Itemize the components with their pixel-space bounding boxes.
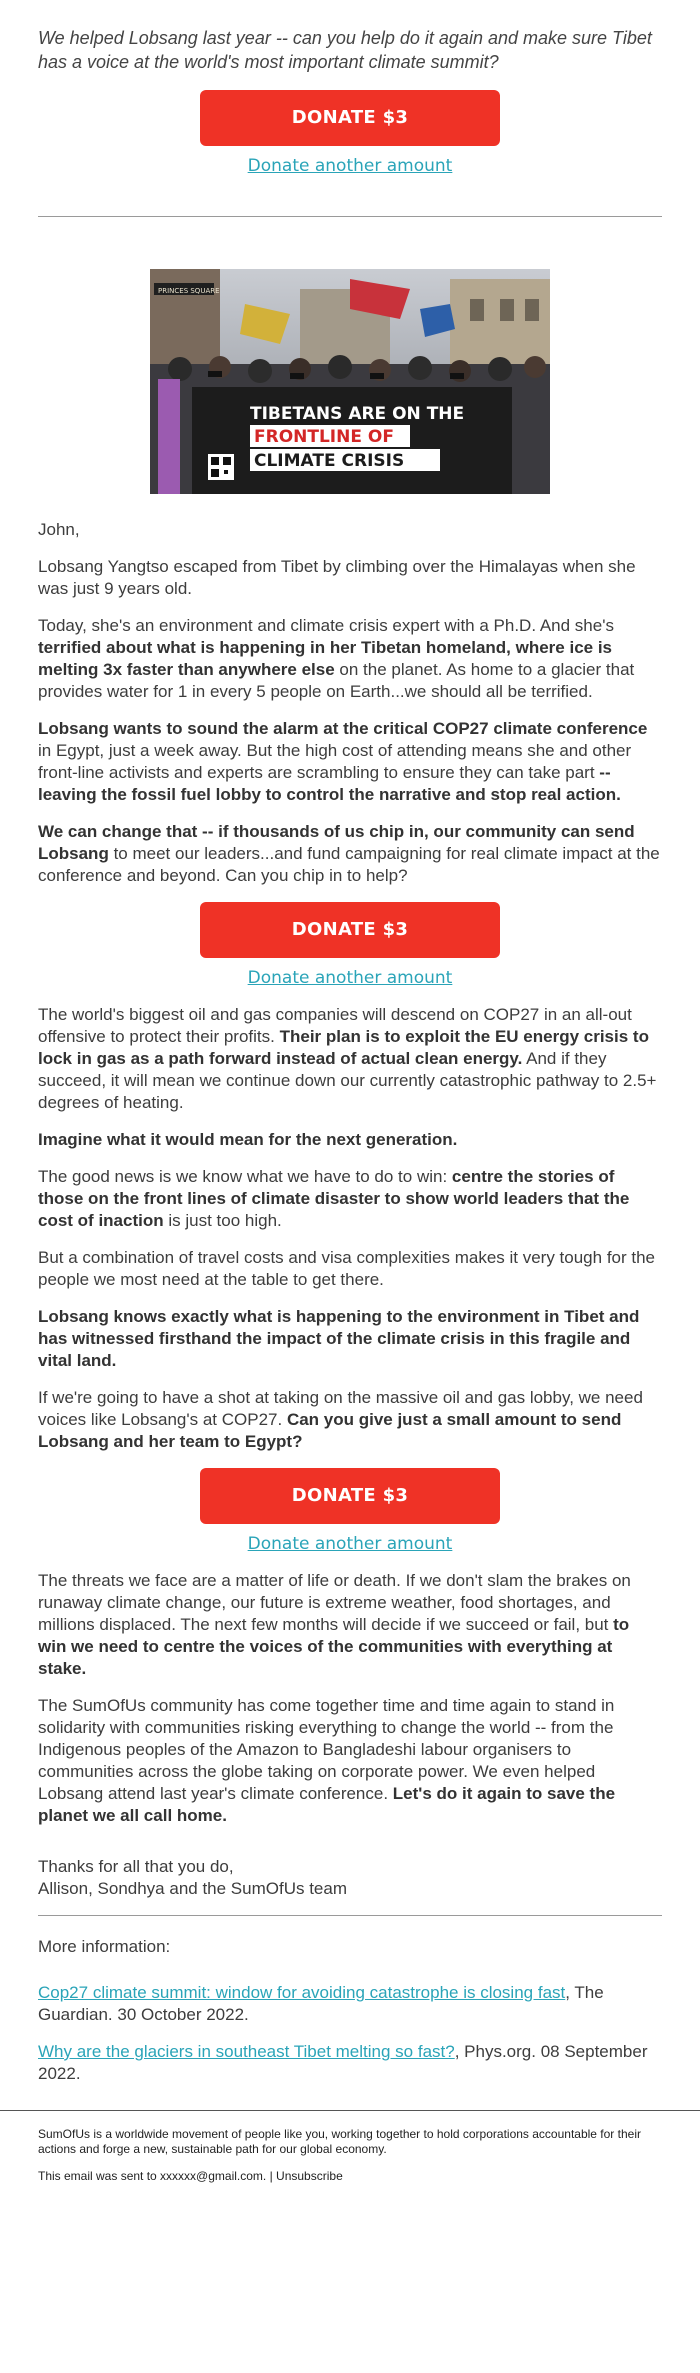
paragraph-5: The world's biggest oil and gas companies will descend on COP27 in an all-out offensive to protect their profits. Their plan is to exploit the EU energy crisis to lock in gas as a path forward instead of actual clean energy. And if they succeed, it will mean we continue down our currently catastrophic pathway to 2.5+ degrees of heating. (38, 1005, 657, 1112)
photo-section (0, 269, 700, 499)
paragraph-11: The threats we face are a matter of life or death. If we don't slam the brakes on runaway climate change, our future is extreme weather, food shortages, and millions displaced. The next few months will decide if we succeed or fail, but to win we need to centre the voices of the communities with everything at stake. (38, 1571, 631, 1678)
reference-2-link[interactable]: Why are the glaciers in southeast Tibet melting so fast? (38, 2042, 455, 2061)
donate-block-middle (0, 902, 700, 988)
protest-photo (150, 269, 550, 494)
banner-line-1: TIBETANS ARE ON THE (250, 404, 465, 424)
paragraph-2: Today, she's an environment and climate crisis expert with a Ph.D. And she's terrified about what is happening in her Tibetan homeland, where ice is melting 3x faster than anywhere else on the planet. As home to a glacier that provides water for 1 in every 5 people on Earth...we should all be terrified. (38, 616, 635, 701)
intro-text: We helped Lobsang last year -- can you help do it again and make sure Tibet has a voice at the world's most important climate summit? (38, 28, 652, 72)
letter-body-3 (0, 1570, 700, 1900)
paragraph-1: Lobsang Yangtso escaped from Tibet by climbing over the Himalayas when she was just 9 years old. (38, 557, 636, 598)
letter-body-2 (0, 1004, 700, 1453)
divider (38, 1915, 662, 1916)
paragraph-10: If we're going to have a shot at taking on the massive oil and gas lobby, we need voices like Lobsang's at COP27. Can you give just a small amount to send Lobsang and her team to Egypt? (38, 1388, 643, 1451)
unsubscribe-link[interactable]: Unsubscribe (276, 2169, 343, 2183)
reference-1-link[interactable]: Cop27 climate summit: window for avoiding catastrophe is closing fast (38, 1983, 566, 2002)
banner-line-3: CLIMATE CRISIS (254, 451, 405, 471)
email-page (0, 26, 700, 2214)
donate-button[interactable]: DONATE $3 (200, 1468, 500, 1524)
more-info-section (0, 1936, 700, 2085)
more-info-heading: More information: (38, 1937, 171, 1956)
recipient-email: xxxxxx@gmail.com (160, 2169, 263, 2183)
donate-block-top (0, 90, 700, 176)
donate-another-amount-link[interactable]: Donate another amount (247, 968, 453, 988)
letter-body (0, 519, 700, 887)
signoff-line-1: Thanks for all that you do, (38, 1857, 234, 1876)
banner-line-2: FRONTLINE OF (254, 427, 394, 447)
paragraph-4: We can change that -- if thousands of us chip in, our community can send Lobsang to meet our leaders...and fund campaigning for real climate impact at the conference and beyond. Can you chip in to help? (38, 822, 660, 885)
footer-sent-line: This email was sent to xxxxxx@gmail.com. | Unsubscribe (38, 2169, 343, 2183)
signoff-line-2: Allison, Sondhya and the SumOfUs team (38, 1879, 347, 1898)
donate-another-amount-link[interactable]: Donate another amount (247, 1534, 453, 1554)
paragraph-3: Lobsang wants to sound the alarm at the critical COP27 climate conference in Egypt, just a week away. But the high cost of attending means she and other front-line activists and experts are scrambling to ensure they can take part -- leaving the fossil fuel lobby to control the narrative and stop real action. (38, 719, 648, 804)
donate-another-amount-link[interactable]: Donate another amount (247, 156, 453, 176)
footer-about: SumOfUs is a worldwide movement of people like you, working together to hold corporations accountable for their actions and forge a new, sustainable path for our global economy. (38, 2127, 641, 2156)
paragraph-8: But a combination of travel costs and visa complexities makes it very tough for the people we most need at the table to get there. (38, 1248, 656, 1289)
protest-photo-graphic (150, 269, 550, 494)
donate-button[interactable]: DONATE $3 (200, 902, 500, 958)
store-sign: PRINCES SQUARE (158, 287, 220, 295)
donate-button[interactable]: DONATE $3 (200, 90, 500, 146)
divider (38, 216, 662, 217)
intro-section (0, 26, 700, 74)
greeting: John, (38, 520, 80, 539)
donate-block-bottom (0, 1468, 700, 1554)
paragraph-6: Imagine what it would mean for the next generation. (38, 1130, 458, 1149)
reference-2: Why are the glaciers in southeast Tibet melting so fast?, Phys.org. 08 September 2022. (38, 2042, 648, 2083)
paragraph-12: The SumOfUs community has come together time and time again to stand in solidarity with communities risking everything to change the world -- from the Indigenous peoples of the Amazon to Bangladeshi labour organisers to communities across the globe taking on corporate power. We even helped Lobsang attend last year's climate conference. Let's do it again to save the planet we all call home. (38, 1696, 616, 1825)
paragraph-7: The good news is we know what we have to do to win: centre the stories of those on the front lines of climate disaster to show world leaders that the cost of inaction is just too high. (38, 1167, 630, 1230)
reference-1: Cop27 climate summit: window for avoiding catastrophe is closing fast, The Guardian. 30 October 2022. (38, 1983, 604, 2024)
footer (0, 2111, 700, 2214)
paragraph-9: Lobsang knows exactly what is happening to the environment in Tibet and has witnessed firsthand the impact of the climate crisis in this fragile and vital land. (38, 1307, 640, 1370)
